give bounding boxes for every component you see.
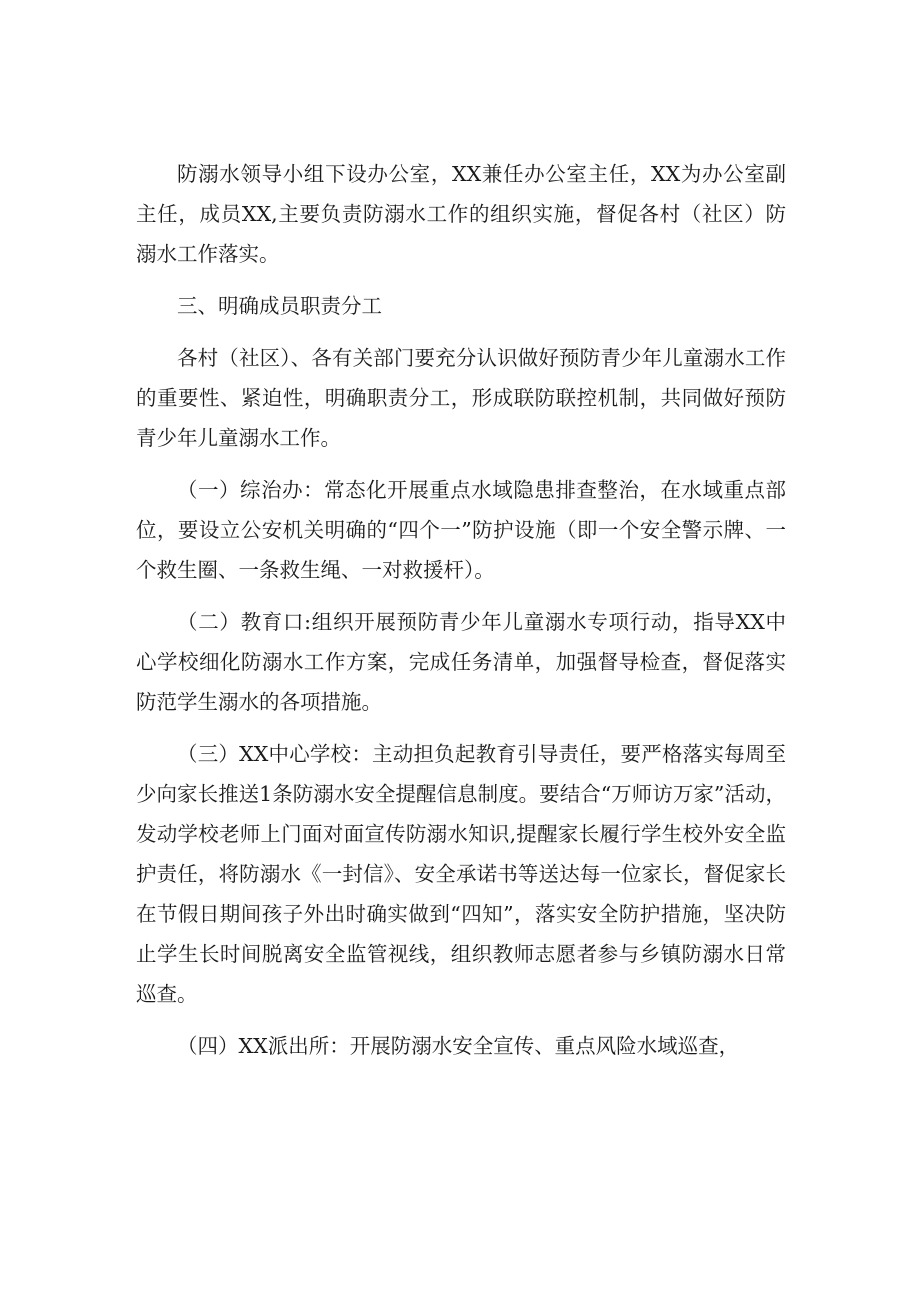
paragraph-responsibilities-intro: 各村（社区）、各有关部门要充分认识做好预防青少年儿童溺水工作的重要性、紧迫性，明确职责分工，形成联防联控机制，共同做好预防青少年儿童溺水工作。 — [136, 346, 786, 450]
paragraph-item-1: （一）综治办：常态化开展重点水域隐患排查整治，在水域重点部位，要设立公安机关明确的“四个一”防护设施（即一个安全警示牌、一个救生圈、一条救生绳、一对救援杆）。 — [136, 478, 786, 582]
paragraph-item-2: （二）教育口:组织开展预防青少年儿童溺水专项行动，指导XX中心学校细化防溺水工作方案，完成任务清单，加强督导检查，督促落实防范学生溺水的各项措施。 — [136, 610, 786, 714]
paragraph-item-3: （三）XX中心学校：主动担负起教育引导责任，要严格落实每周至少向家长推送1条防溺水安全提醒信息制度。要结合“万师访万家”活动，发动学校老师上门面对面宣传防溺水知识,提醒家长履行学生校外安全监护责任，将防溺水《一封信》、安全承诺书等送达每一位家长，督促家长在节假日期间孩子外出时确实做到“四知”，落实安全防护措施，坚决防止学生长时间脱离安全监管视线，组织教师志愿者参与乡镇防溺水日常巡查。 — [136, 742, 786, 1006]
section-heading-3: 三、明确成员职责分工 — [177, 294, 382, 318]
paragraph-item-4: （四）XX派出所：开展防溺水安全宣传、重点风险水域巡查， — [177, 1034, 740, 1058]
document-body — [136, 154, 786, 1078]
paragraph-office-setup: 防溺水领导小组下设办公室，XX兼任办公室主任，XX为办公室副主任，成员XX,主要负责防溺水工作的组织实施，督促各村（社区）防溺水工作落实。 — [136, 162, 786, 266]
